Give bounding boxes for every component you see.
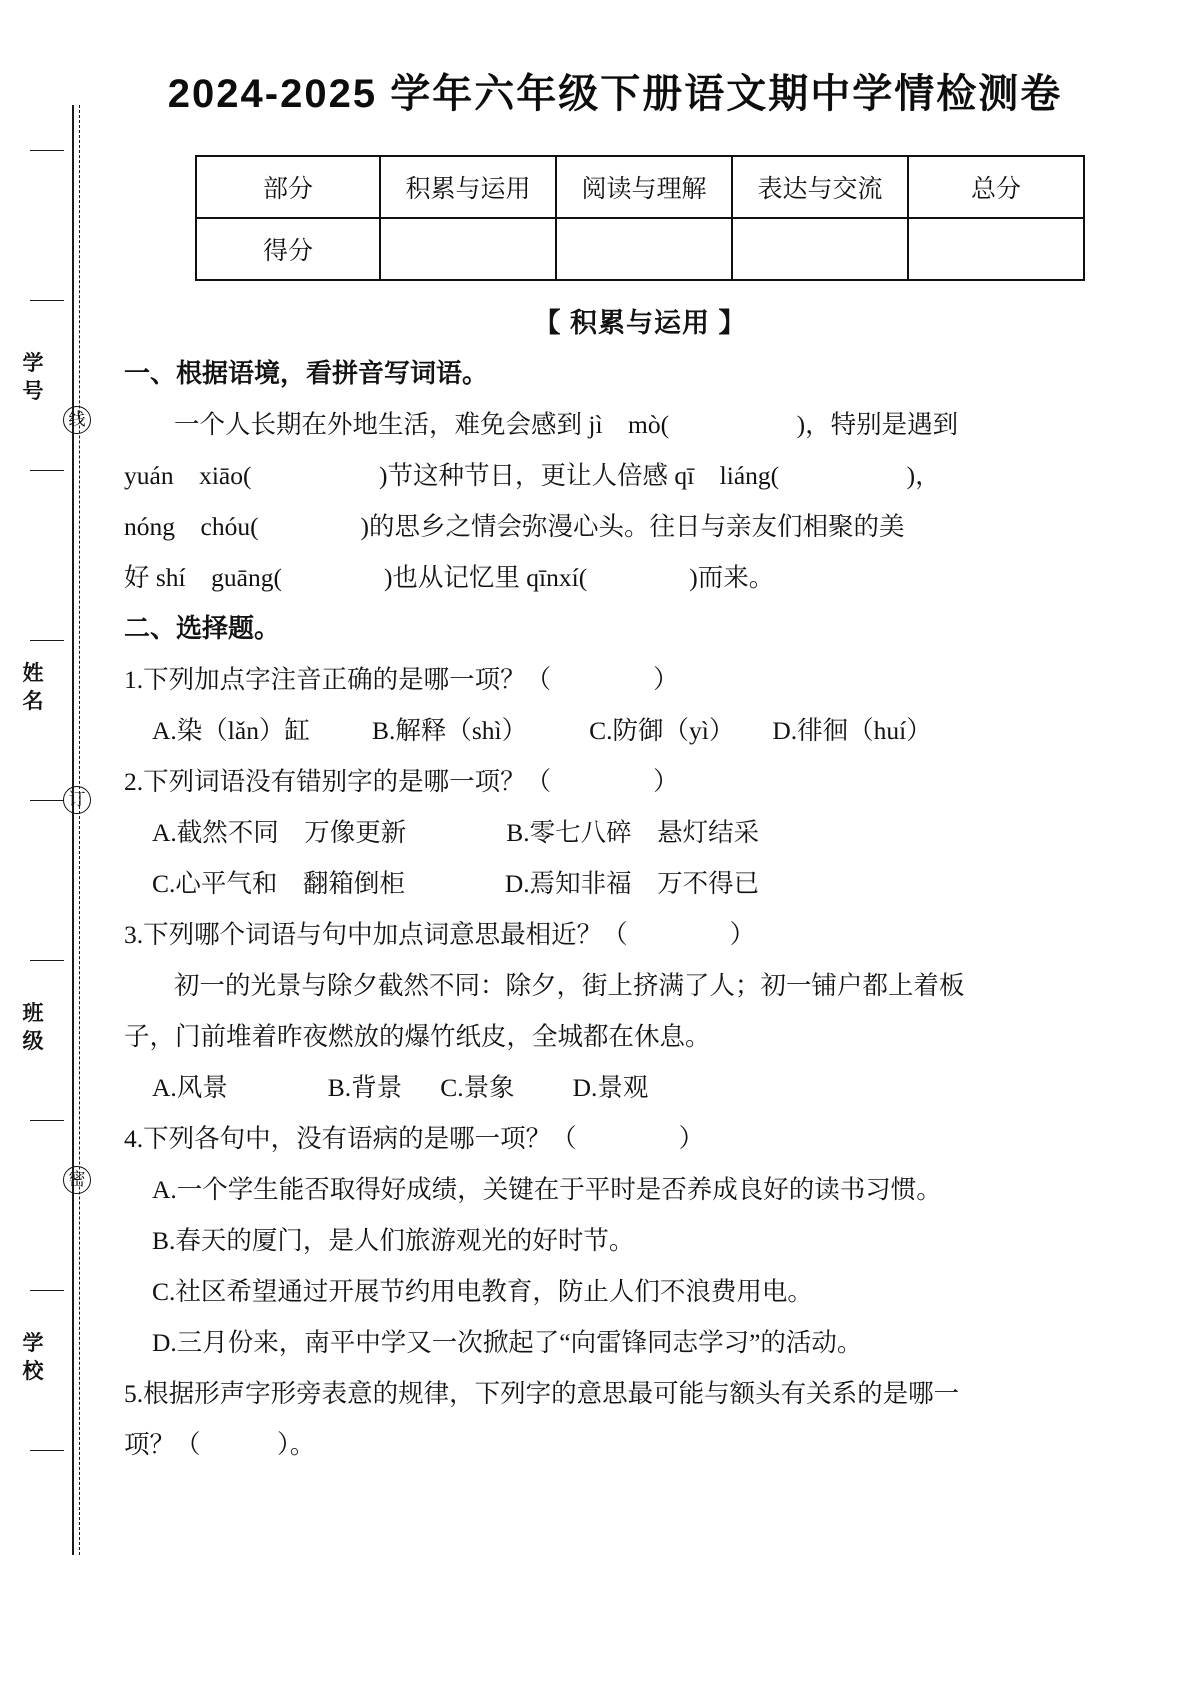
choice-question-5-stem-continued: 项？（ ）。 [124,1430,316,1459]
seal-tick [30,1450,64,1451]
choice-question-2-stem: 2.下列词语没有错别字的是哪一项？（ ） [124,767,679,796]
option-b[interactable]: B.零七八碎 悬灯结采 [506,818,760,847]
option-a[interactable]: A.截然不同 万像更新 [152,818,407,847]
option-c[interactable]: C.景象 [440,1073,515,1102]
paper-content [110,348,1170,1470]
option-d[interactable]: D.徘徊（huí） [772,716,932,745]
table-row [196,156,1084,218]
score-cell-total[interactable] [908,218,1084,280]
choice-question-3-passage-line-2: 子，门前堆着昨夜燃放的爆竹纸皮，全城都在休息。 [124,1022,711,1051]
seal-solid-line [72,105,74,1555]
table-header-cell: 部分 [196,156,380,218]
choice-question-3-passage-line-1: 初一的光景与除夕截然不同：除夕，街上挤满了人；初一铺户都上着板 [174,971,965,1000]
seal-label-name [16,660,56,716]
option-b[interactable]: B.背景 [327,1073,403,1102]
question-1-heading: 一、根据语境，看拼音写词语。 [124,358,489,388]
table-row [196,218,1084,280]
seal-label-text: 班 级 [22,1002,50,1053]
question-1-line-3: nóng chóu( )的思乡之情会弥漫心头。往日与亲友们相聚的美 [124,512,905,541]
choice-question-3-options [124,1062,1140,1113]
score-cell-accumulation[interactable] [380,218,556,280]
choice-question-1-stem: 1.下列加点字注音正确的是哪一项？（ ） [124,665,679,694]
seal-tick [30,800,64,801]
choice-question-1-options [124,705,1140,756]
table-header-cell: 总分 [908,156,1084,218]
question-1-line-4: 好 shí guāng( )也从记忆里 qīnxí( )而来。 [124,563,775,592]
option-b[interactable]: B.春天的厦门，是人们旅游观光的好时节。 [152,1226,635,1255]
table-header-cell: 表达与交流 [732,156,908,218]
seal-label-student-number [16,350,56,406]
sealing-line-area [0,0,110,1682]
page-title: 2024-2025 学年六年级下册语文期中学情检测卷 [167,72,1063,116]
score-table [195,155,1085,281]
score-cell-expression[interactable] [732,218,908,280]
option-b[interactable]: B.解释（shì） [371,716,528,745]
choice-question-3-stem: 3.下列哪个词语与句中加点词意思最相近？（ ） [124,920,756,949]
seal-label-text: 学 校 [22,1332,50,1383]
seal-dashed-line [79,105,80,1555]
table-header-cell: 积累与运用 [380,156,556,218]
option-a[interactable]: A.染（lǎn）缸 [152,716,310,745]
seal-tick [30,150,64,151]
option-d[interactable]: D.景观 [572,1073,649,1102]
seal-stamp-mi: 密 [62,1165,92,1195]
choice-question-2-options-row-2 [124,858,1140,909]
question-1-line-2: yuán xiāo( )节这种节日，更让人倍感 qī liáng( )， [124,461,941,490]
table-row-label: 得分 [196,218,380,280]
question-2-heading: 二、选择题。 [124,613,281,643]
seal-label-class [16,1000,56,1056]
seal-tick [30,470,64,471]
score-cell-reading[interactable] [556,218,732,280]
seal-tick [30,640,64,641]
table-header-cell: 阅读与理解 [556,156,732,218]
question-1-line-1: 一个人长期在外地生活，难免会感到 jì mò( )，特别是遇到 [174,410,959,439]
seal-label-text: 姓 名 [22,662,50,713]
choice-question-4-stem: 4.下列各句中，没有语病的是哪一项？（ ） [124,1124,705,1153]
option-c[interactable]: C.社区希望通过开展节约用电教育，防止人们不浪费用电。 [152,1277,813,1306]
choice-question-5-stem: 5.根据形声字形旁表意的规律，下列字的意思最可能与额头有关系的是哪一 [124,1379,960,1408]
option-a[interactable]: A.风景 [152,1073,228,1102]
option-a[interactable]: A.一个学生能否取得好成绩，关键在于平时是否养成良好的读书习惯。 [152,1175,942,1204]
seal-tick [30,300,64,301]
seal-stamp-ding: 订 [62,785,92,815]
seal-tick [30,1120,64,1121]
seal-label-text: 学 号 [22,352,50,403]
option-d[interactable]: D.三月份来，南平中学又一次掀起了“向雷锋同志学习”的活动。 [152,1328,863,1357]
seal-tick [30,960,64,961]
seal-stamp-xian: 线 [62,405,92,435]
exam-paper [110,0,1170,1682]
option-d[interactable]: D.焉知非福 万不得已 [504,869,760,898]
section-title: 【 积累与运用 】 [533,308,747,338]
option-c[interactable]: C.防御（yì） [589,716,735,745]
option-c[interactable]: C.心平气和 翻箱倒柜 [152,869,405,898]
seal-tick [30,1290,64,1291]
seal-label-school [16,1330,56,1386]
choice-question-2-options-row-1 [124,807,1140,858]
